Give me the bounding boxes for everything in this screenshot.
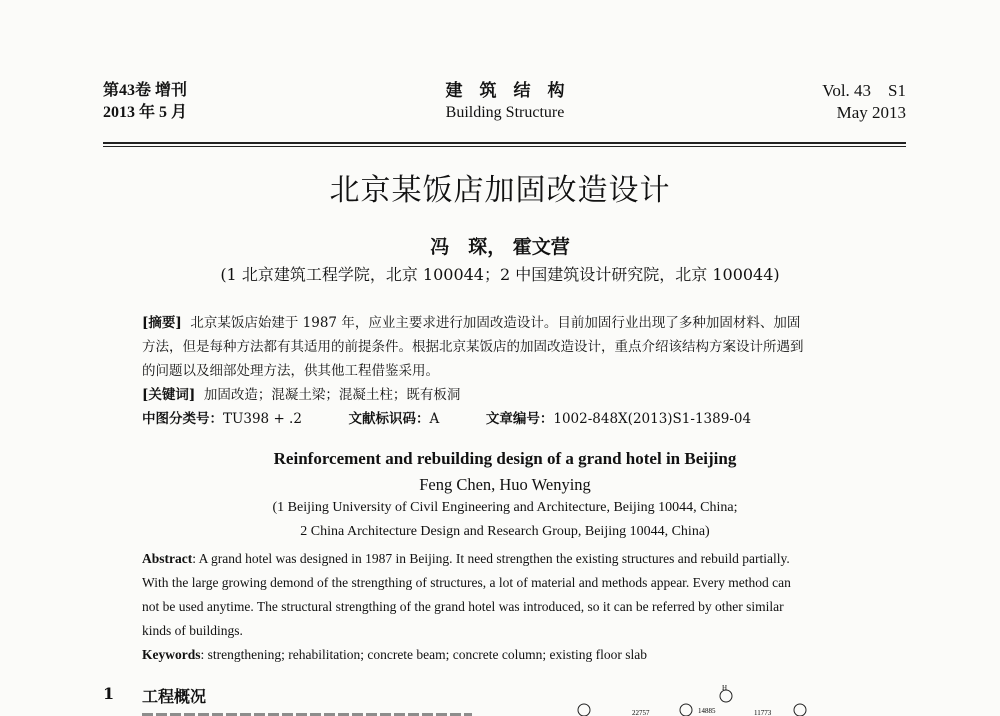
abstract-en-text-1: : A grand hotel was designed in 1987 in Beijing. It need strengthen the existing structures and rebuild partially. bbox=[192, 551, 790, 566]
fig-label-dim-3: 11773 bbox=[754, 709, 772, 716]
keywords-cn-text: 加固改造；混凝土梁；混凝土柱；既有板洞 bbox=[203, 387, 461, 403]
abstract-cn-line-1 bbox=[142, 311, 902, 335]
axis-bubble-right bbox=[794, 704, 806, 716]
paper-affiliation-en-1: (1 Beijing University of Civil Engineering and Architecture, Beijing 10044, China; bbox=[272, 500, 738, 515]
classification-line bbox=[142, 407, 902, 431]
paper-authors-en: Feng Chen, Huo Wenying bbox=[419, 475, 591, 494]
journal-name-cn: 建 筑 结 构 bbox=[445, 81, 565, 100]
abstract-en-text-3: not be used anytime. The structural strengthing of the grand hotel was introduced, so it can be referred by other similar bbox=[142, 599, 784, 614]
paper-title: 北京某饭店加固改造设计 bbox=[329, 173, 671, 208]
abstract-en-line-1 bbox=[142, 549, 902, 569]
fig-label-axis: H bbox=[722, 684, 728, 692]
axis-bubble-mid bbox=[680, 704, 692, 716]
paper-affiliation-en-2: 2 China Architecture Design and Research Group, Beijing 10044, China) bbox=[300, 524, 710, 539]
abstract-cn-text-2: 方法，但是每种方法都有其适用的前提条件。根据北京某饭店的加固改造设计，重点介绍该结构方案设计所遇到 bbox=[142, 339, 804, 355]
journal-issue: 第43卷 增刊 bbox=[103, 82, 188, 99]
keywords-en-text: : strengthening; rehabilitation; concrete beam; concrete column; existing floor slab bbox=[200, 647, 647, 662]
abstract-en-text-2: With the large growing demond of the strengthing of structures, a lot of material and methods appear. Every method can bbox=[142, 575, 791, 590]
axis-bubble-left bbox=[578, 704, 590, 716]
doc-code-label: 文献标识码： bbox=[348, 411, 430, 427]
clc-value: TU398 + .2 bbox=[223, 411, 302, 427]
paper-authors: 冯 琛， 霍文营 bbox=[430, 236, 570, 258]
paper-title-en: Reinforcement and rebuilding design of a grand hotel in Beijing bbox=[273, 449, 737, 468]
paper-affiliation: (1 北京建筑工程学院，北京 100044；2 中国建筑设计研究院，北京 100044) bbox=[220, 265, 780, 284]
abstract-en-text-4: kinds of buildings. bbox=[142, 623, 243, 638]
article-number-label: 文章编号： bbox=[485, 411, 554, 427]
keywords-cn-label: [关键词] bbox=[142, 387, 196, 403]
journal-date-en: May 2013 bbox=[836, 103, 906, 122]
abstract-cn-text-1: 北京某饭店始建于 1987 年，应业主要求进行加固改造设计。目前加固行业出现了多种加固材料、加固 bbox=[190, 315, 801, 331]
fig-label-dim-1: 22757 bbox=[632, 709, 650, 716]
fig-label-dim-2: 14885 bbox=[698, 707, 716, 715]
clc-label: 中图分类号： bbox=[142, 411, 223, 427]
keywords-en bbox=[142, 645, 902, 665]
doc-code-value: A bbox=[429, 411, 440, 427]
figure-fragment bbox=[560, 680, 860, 716]
journal-date-cn: 2013 年 5 月 bbox=[103, 104, 188, 121]
header-rule-thin bbox=[103, 146, 906, 147]
keywords-en-label: Keywords bbox=[142, 647, 201, 662]
abstract-en-label: Abstract bbox=[142, 551, 193, 566]
section-title: 工程概况 bbox=[142, 687, 207, 706]
journal-volume: Vol. 43 S1 bbox=[822, 81, 906, 100]
cropped-body-text bbox=[142, 708, 472, 716]
section-number: 1 bbox=[103, 684, 115, 703]
article-number-value: 1002-848X(2013)S1-1389-04 bbox=[553, 411, 752, 427]
abstract-cn-label: [摘要] bbox=[142, 315, 182, 331]
journal-name-en: Building Structure bbox=[445, 104, 565, 121]
keywords-cn bbox=[142, 383, 902, 407]
abstract-cn-text-3: 的问题以及细部处理方法，供其他工程借鉴采用。 bbox=[142, 363, 439, 379]
header-rule-thick bbox=[103, 142, 906, 144]
